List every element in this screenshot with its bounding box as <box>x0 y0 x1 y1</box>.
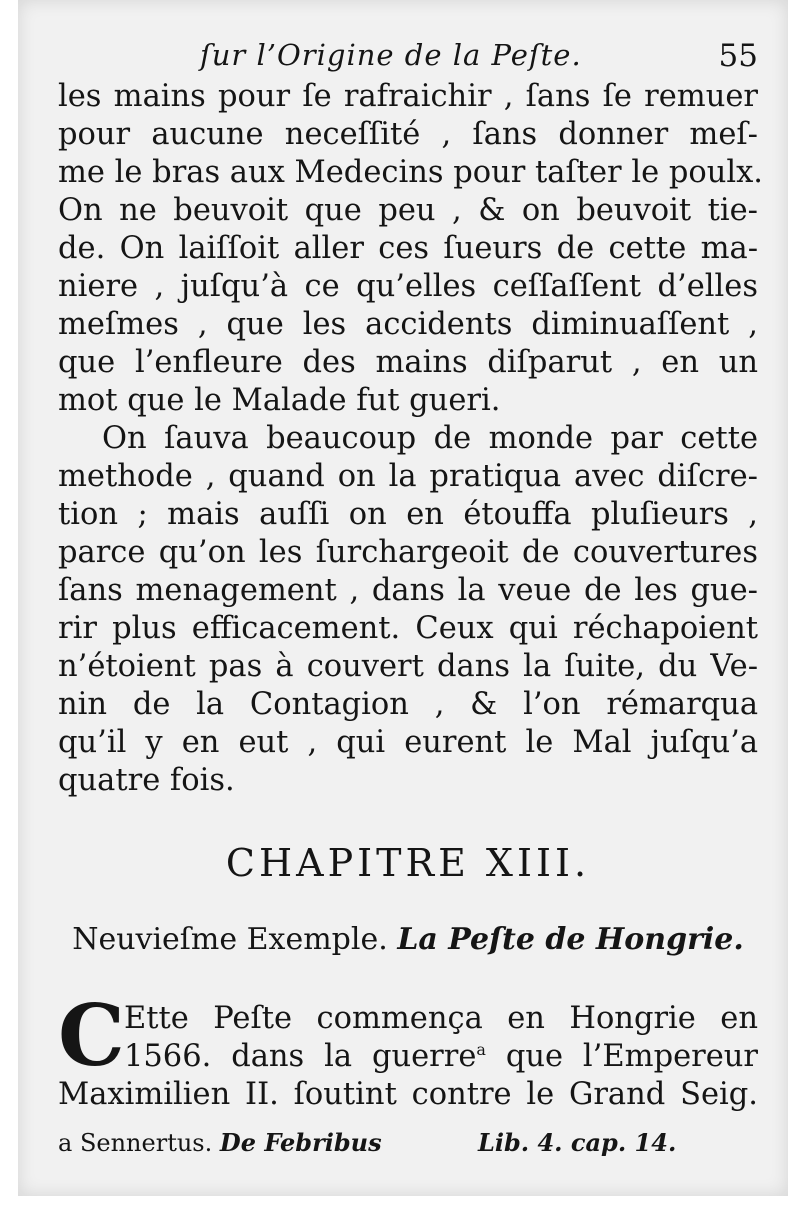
main-text <box>58 78 763 800</box>
text-line: de. On laiſſoit aller ces ſueurs de cette ma- <box>58 231 758 266</box>
text-line: qu’il y en eut , qui eurent le Mal juſqu’a <box>58 725 758 760</box>
page-number: 55 <box>718 38 758 74</box>
footnote-work: De Febribus <box>219 1128 382 1157</box>
page-header <box>58 38 758 80</box>
text-line: ſans menagement , dans la veue de les gue- <box>58 573 758 608</box>
text-line: Maximilien II. ſoutint contre le Grand Seig. <box>58 1077 758 1112</box>
text-line: tion ; mais auſſi on en étouffa pluſieurs , <box>58 497 758 532</box>
text-line: n’étoient pas à couvert dans la ſuite, du Ve- <box>58 649 758 684</box>
drop-cap: C <box>58 986 125 1085</box>
footnote-author: Sennertus. <box>79 1129 213 1157</box>
text-line: methode , quand on la pratiqua avec diſcre- <box>58 459 758 494</box>
text-line-part: que l’Empereur <box>485 1039 758 1074</box>
text-line: parce qu’on les ſurchargeoit de couvertures <box>58 535 758 570</box>
opening-paragraph <box>58 986 758 1114</box>
text-line: rir plus efficacement. Ceux qui réchapoient <box>58 611 758 646</box>
subtitle-roman: Neuvieſme Exemple. <box>72 922 388 957</box>
text-line: Ette Peſte commença en Hongrie en <box>124 1001 758 1036</box>
text-line: les mains pour ſe rafraichir , ſans ſe remuer <box>58 79 758 114</box>
text-line: niere , juſqu’à ce qu’elles ceſſaſſent d’elles <box>58 269 758 304</box>
text-line: me le bras aux Medecins pour taſter le poulx. <box>58 155 763 190</box>
paragraph-1 <box>58 78 763 420</box>
chapter-subtitle <box>58 918 758 962</box>
footnote-marker: a <box>58 1129 73 1157</box>
paragraph-2 <box>58 420 758 800</box>
text-line: meſmes , que les accidents diminuaſſent , <box>58 307 758 342</box>
text-line: quatre fois. <box>58 763 235 798</box>
text-line: mot que le Malade fut gueri. <box>58 383 501 418</box>
text-line-part: 1566. dans la guerre <box>124 1039 477 1074</box>
text-line <box>58 1038 758 1076</box>
footnote-location: Lib. 4. cap. 14. <box>478 1128 677 1157</box>
footnote <box>58 1126 718 1160</box>
running-title: ſur l’Origine de la Peſte. <box>200 38 582 72</box>
text-line: pour aucune neceſſité , ſans donner meſ- <box>58 117 758 152</box>
footnote-marker: a <box>476 1039 486 1059</box>
subtitle-italic: La Peſte de Hongrie. <box>397 922 744 957</box>
chapter-heading: CHAPITRE XIII. <box>225 841 591 885</box>
text-line: nin de la Contagion , & l’on rémarqua <box>58 687 758 722</box>
text-line: que l’enfleure des mains diſparut , en un <box>58 345 758 380</box>
text-line: On ne beuvoit que peu , & on beuvoit tie- <box>58 193 758 228</box>
text-line: On ſauva beaucoup de monde par cette <box>102 421 758 456</box>
